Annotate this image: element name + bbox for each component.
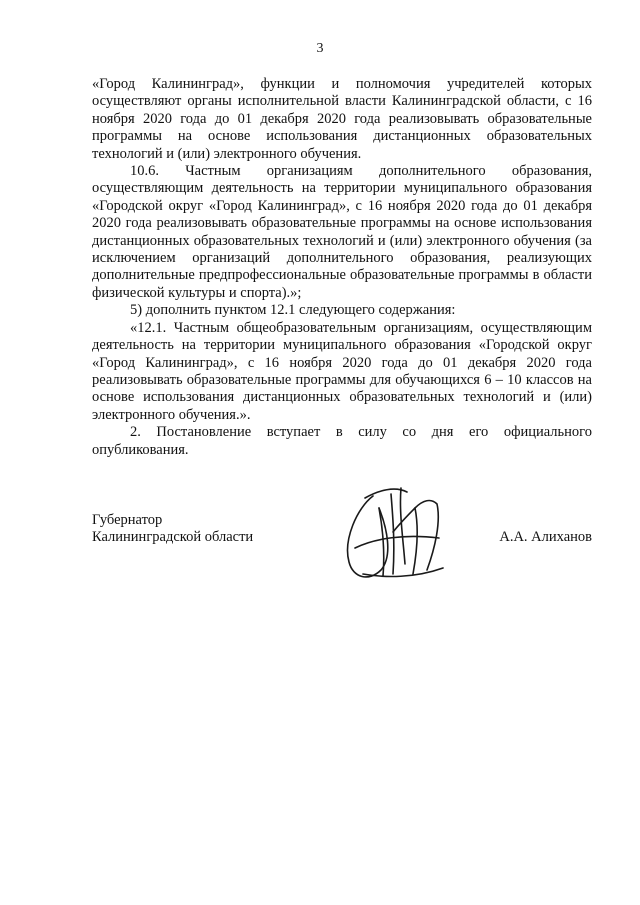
handwritten-signature	[335, 478, 455, 588]
signatory-position	[92, 512, 342, 547]
signatory-region: Калининградской области	[92, 529, 254, 546]
paragraph-10-6: 10.6. Частным организациям дополнительного образования, осуществляющим деятельность на территории муниципального образования «Городской округ «Город Калининград», с 16 ноября 2020 года до 01 декабря 2020 года реализовывать образовательные программы на основе использования дистанционных образовательных технологий и (или) электронного обучения (за исключением организаций дополнительного образования, реализующих дополнительные предпрофессиональные образовательные программы в области физической культуры и спорта).»;	[92, 163, 592, 301]
paragraph-12-1: «12.1. Частным общеобразовательным организациям, осуществляющим деятельность на территории муниципального образования «Городской округ «Город Калининград», с 16 ноября 2020 года до 01 декабря 2020 года реализовывать образовательные программы для обучающихся 6 – 10 классов на основе использования дистанционных образовательных технологий и (или) электронного обучения.».	[92, 319, 592, 423]
signatory-title: Губернатор	[92, 512, 163, 528]
paragraph-amendment-5: 5) дополнить пунктом 12.1 следующего содержания:	[130, 302, 456, 319]
document-body	[92, 76, 592, 459]
paragraph-effective-date: 2. Постановление вступает в силу со дня его официального опубликования.	[92, 424, 592, 458]
signatory-name: А.А. Алиханов	[499, 529, 592, 545]
paragraph-continuation: «Город Калининград», функции и полномочия учредителей которых осуществляют органы исполнительной власти Калининградской области, с 16 ноября 2020 года до 01 декабря 2020 года реализовывать образовательные программы на основе использования дистанционных образовательных технологий и (или) электронного обучения.	[92, 76, 592, 162]
page-number: 3	[316, 41, 324, 56]
